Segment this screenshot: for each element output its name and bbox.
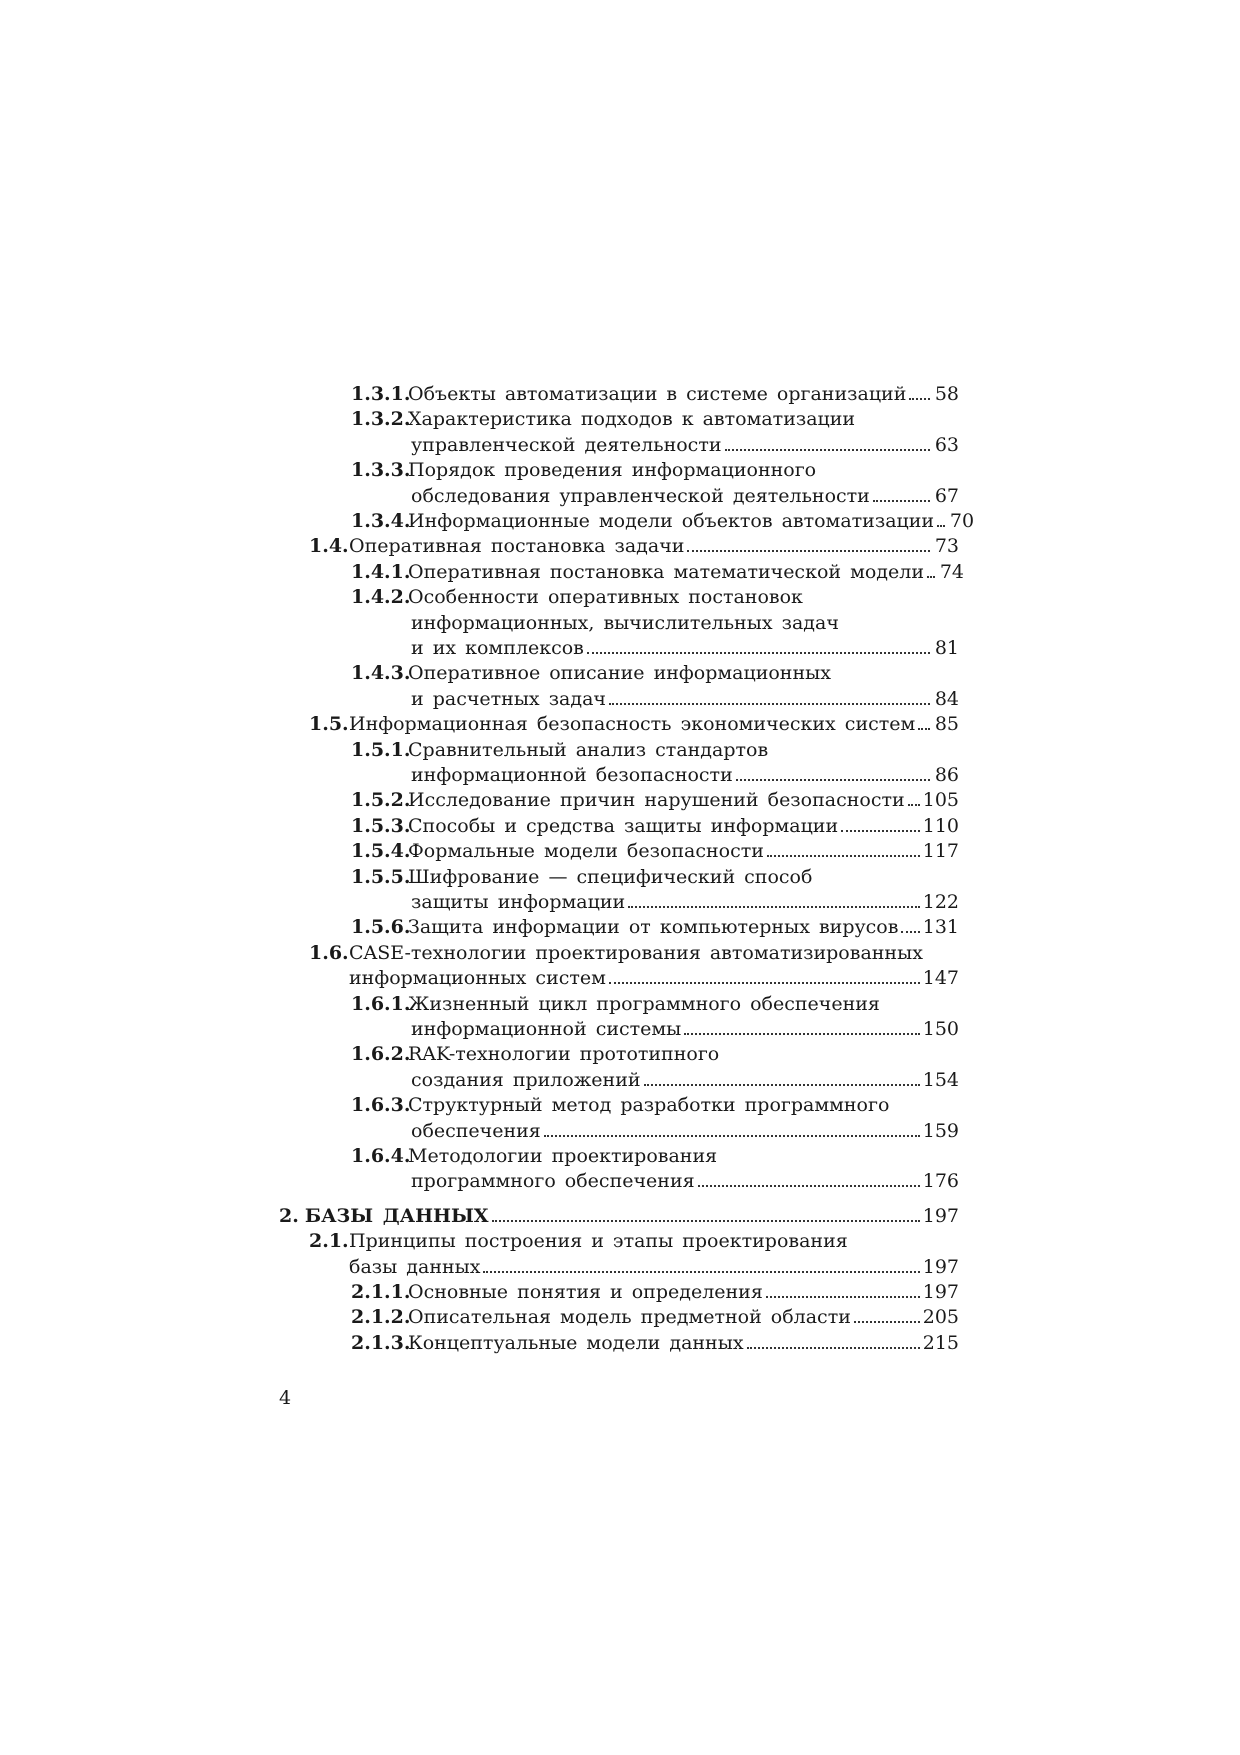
toc-entry-line xyxy=(309,534,959,559)
toc-entry-title: Исследование причин нарушений безопасности xyxy=(408,789,905,812)
toc-entry xyxy=(309,712,959,737)
toc-entry-number: 1.5. xyxy=(309,713,349,736)
toc-entry-line xyxy=(351,1068,959,1093)
toc-entry-number: 2.1. xyxy=(309,1230,349,1253)
toc-entry-number: 1.4.2. xyxy=(351,586,411,609)
toc-entry-number: 1.6.1. xyxy=(351,992,411,1015)
toc-entry xyxy=(351,992,959,1043)
dot-leader xyxy=(937,525,945,527)
toc-entry-line xyxy=(351,890,959,915)
toc-entry xyxy=(309,941,959,992)
toc-entry-title: защиты информации xyxy=(411,890,626,913)
toc-entry-title: Концептуальные модели данных xyxy=(408,1331,744,1354)
toc-entry-line xyxy=(351,1169,959,1194)
toc-entry-title: Описательная модель предметной области xyxy=(408,1306,851,1329)
toc-entry-line xyxy=(351,560,964,585)
toc-entry-line xyxy=(351,839,959,864)
toc-entry xyxy=(351,1144,959,1195)
toc-entry-title: Характеристика подходов к автоматизации xyxy=(408,408,856,431)
toc-entry-number: 1.3.2. xyxy=(351,408,411,431)
toc-entry-line xyxy=(351,382,959,407)
toc-entry xyxy=(351,738,959,789)
toc-entry-number: 1.5.3. xyxy=(351,814,411,837)
toc-entry-page: 81 xyxy=(934,636,959,659)
toc-entry-title: управленческой деятельности xyxy=(411,433,722,456)
toc-entry-number: 1.6. xyxy=(309,941,349,964)
toc-entry-line xyxy=(309,712,959,737)
toc-entry-page: 215 xyxy=(922,1331,959,1354)
toc-entry-title: Принципы построения и этапы проектирования xyxy=(349,1230,848,1253)
toc-entry xyxy=(351,458,959,509)
toc-entry-page: 110 xyxy=(922,814,959,837)
dot-leader xyxy=(908,804,920,806)
toc-entry xyxy=(351,1331,959,1356)
toc-entry-line xyxy=(351,611,959,636)
toc-entry-line xyxy=(351,636,959,661)
dot-leader xyxy=(841,830,920,832)
toc-entry-number: 1.3.3. xyxy=(351,459,411,482)
toc-entry-number: 2. xyxy=(279,1204,299,1227)
dot-leader xyxy=(766,1296,920,1298)
toc-entry xyxy=(351,915,959,940)
toc-entry-line xyxy=(351,687,959,712)
toc-entry-title: Информационная безопасность экономических систем xyxy=(349,713,916,736)
dot-leader xyxy=(492,1220,920,1222)
toc-entry-title: создания приложений xyxy=(411,1068,641,1091)
toc-entry-title: Методологии проектирования xyxy=(408,1145,718,1167)
toc-entry-title: БАЗЫ ДАННЫХ xyxy=(304,1204,489,1227)
toc-entry-line xyxy=(351,1305,959,1330)
toc-entry-line xyxy=(351,1042,959,1067)
toc-entry-title: Особенности оперативных постановок xyxy=(408,586,803,609)
toc-entry xyxy=(351,1305,959,1330)
toc-entry-number: 1.5.4. xyxy=(351,840,411,863)
toc-entry-line xyxy=(351,865,959,890)
toc-entry-title: Информационные модели объектов автоматизации xyxy=(408,510,935,532)
dot-leader xyxy=(587,652,930,654)
toc-entry-number: 2.1.2. xyxy=(351,1306,411,1329)
toc-entry xyxy=(309,534,959,559)
toc-entry-number: 1.5.5. xyxy=(351,865,411,888)
toc-entry-page: 70 xyxy=(949,510,975,532)
toc-entry-number: 1.3.1. xyxy=(351,383,411,405)
toc-entry-page: 197 xyxy=(922,1255,959,1278)
toc-entry-number: 1.6.3. xyxy=(351,1094,411,1117)
toc-entry-title: Оперативная постановка математической модели xyxy=(408,560,924,583)
toc-entry-page: 74 xyxy=(939,560,964,583)
dot-leader xyxy=(767,855,920,857)
toc-entry-line xyxy=(351,458,959,483)
toc-entry-line xyxy=(309,966,959,991)
toc-entry-line xyxy=(351,763,959,788)
toc-entry-number: 2.1.3. xyxy=(351,1331,411,1354)
toc-entry-title: и расчетных задач xyxy=(411,687,606,710)
toc-entry-title: информационной безопасности xyxy=(411,763,733,786)
toc-entry-page: 105 xyxy=(922,789,959,812)
toc-entry-number: 1.6.2. xyxy=(351,1043,411,1066)
toc-entry-title: программного обеспечения xyxy=(411,1170,695,1193)
dot-leader xyxy=(747,1347,920,1349)
toc-entry-title: информационных систем xyxy=(349,967,606,990)
toc-entry-line xyxy=(351,1331,959,1356)
dot-leader xyxy=(725,449,931,451)
toc-entry xyxy=(351,560,964,585)
toc-entry-page: 117 xyxy=(922,840,959,863)
dot-leader xyxy=(909,398,930,400)
toc-entry xyxy=(351,382,959,407)
toc-entry-title: Основные понятия и определения xyxy=(408,1281,763,1303)
toc-entry-title: Структурный метод разработки программного xyxy=(408,1094,890,1117)
dot-leader xyxy=(609,703,930,705)
toc-entry-number: 1.4.3. xyxy=(351,662,411,685)
toc-entry-page: 67 xyxy=(934,484,959,507)
toc-entry-line xyxy=(351,1017,959,1042)
toc-entry-line xyxy=(309,1229,959,1254)
toc-entry-page: 86 xyxy=(934,763,959,786)
toc-entry-page: 84 xyxy=(934,687,959,710)
toc-entry-line xyxy=(351,992,959,1017)
toc-entry-page: 73 xyxy=(934,535,959,558)
toc-entry-page: 197 xyxy=(922,1281,959,1303)
toc-entry-line xyxy=(351,788,959,813)
dot-leader xyxy=(873,500,930,502)
toc-entry-title: Объекты автоматизации в системе организаций xyxy=(408,383,907,405)
toc-entry xyxy=(351,788,959,813)
dot-leader xyxy=(901,931,919,933)
dot-leader xyxy=(736,779,930,781)
toc-entry-page: 63 xyxy=(934,433,959,456)
dot-leader xyxy=(918,728,930,730)
toc-entry-page: 197 xyxy=(922,1204,959,1227)
toc-entry-line xyxy=(351,915,959,940)
toc-entry-number: 1.3.4. xyxy=(351,510,411,532)
toc-entry-title: Способы и средства защиты информации xyxy=(408,814,839,837)
toc-entry xyxy=(279,1204,959,1229)
toc-entry-title: Жизненный цикл программного обеспечения xyxy=(408,992,880,1015)
toc-entry-page: 176 xyxy=(922,1170,959,1193)
toc-entry-number: 1.5.6. xyxy=(351,916,411,939)
toc-entry-line xyxy=(351,1280,959,1305)
dot-leader xyxy=(854,1321,920,1323)
toc-entry xyxy=(351,585,959,661)
toc-entry-number: 1.6.4. xyxy=(351,1145,411,1167)
toc-entry-number: 2.1.1. xyxy=(351,1281,411,1303)
toc-entry-page: 147 xyxy=(922,967,959,990)
toc-entry-number: 1.4.1. xyxy=(351,560,411,583)
dot-leader xyxy=(927,576,935,578)
dot-leader xyxy=(687,550,930,552)
toc-entry-line xyxy=(279,1204,959,1229)
toc-entry-number: 1.5.1. xyxy=(351,738,411,761)
toc-entry-number: 1.4. xyxy=(309,535,349,558)
toc-entry xyxy=(351,865,959,916)
toc-entry-title: базы данных xyxy=(349,1255,481,1278)
toc-entry-page: 85 xyxy=(934,713,959,736)
toc-entry xyxy=(351,1042,959,1093)
toc-entry-title: Порядок проведения информационного xyxy=(408,459,817,482)
toc-entry-title: RAK-технологии прототипного xyxy=(408,1043,720,1066)
toc-entry-title: обеспечения xyxy=(411,1119,541,1142)
toc-entry-title: Шифрование — специфический способ xyxy=(408,865,813,888)
toc-entry-title: Формальные модели безопасности xyxy=(408,840,764,863)
toc-entry-number: 1.5.2. xyxy=(351,789,411,812)
toc-entry-line xyxy=(351,585,959,610)
dot-leader xyxy=(609,982,920,984)
toc-entry-title: CASE-технологии проектирования автоматизированных xyxy=(349,941,923,964)
toc-entry-title: Сравнительный анализ стандартов xyxy=(408,738,769,761)
toc-entry-line xyxy=(351,738,959,763)
toc-entry-page: 159 xyxy=(922,1119,959,1142)
toc-entry-title: обследования управленческой деятельности xyxy=(411,484,870,507)
toc-entry-page: 150 xyxy=(922,1017,959,1040)
dot-leader xyxy=(544,1135,920,1137)
dot-leader xyxy=(483,1271,919,1273)
toc-entry-line xyxy=(351,509,975,534)
toc-entry xyxy=(351,839,959,864)
toc-entry-title: Оперативная постановка задачи xyxy=(349,535,685,558)
dot-leader xyxy=(644,1084,920,1086)
toc-entry xyxy=(351,1280,959,1305)
toc-entry-line xyxy=(309,941,959,966)
toc-entry-line xyxy=(351,661,959,686)
toc-entry-line xyxy=(351,407,959,432)
toc-entry-title: и их комплексов xyxy=(411,636,584,659)
toc-entry-line xyxy=(351,814,959,839)
toc-entry-page: 131 xyxy=(922,916,959,939)
toc-entry-page: 154 xyxy=(922,1068,959,1091)
page-number: 4 xyxy=(279,1387,292,1409)
toc-entry-line xyxy=(309,1255,959,1280)
toc-entry-line xyxy=(351,1144,959,1169)
dot-leader xyxy=(698,1185,920,1187)
toc-entry xyxy=(351,1093,959,1144)
toc-entry-title: Оперативное описание информационных xyxy=(408,662,831,685)
toc-entry xyxy=(351,407,959,458)
toc-entry-title: информационной системы xyxy=(411,1017,682,1040)
toc-entry xyxy=(351,661,959,712)
toc-entry xyxy=(351,509,975,534)
toc-entry xyxy=(309,1229,959,1280)
toc-entry xyxy=(351,814,959,839)
toc-entry-line xyxy=(351,1119,959,1144)
toc-entry-line xyxy=(351,433,959,458)
dot-leader xyxy=(628,906,920,908)
toc-entry-line xyxy=(351,484,959,509)
toc-entry-title: Защита информации от компьютерных вирусов xyxy=(408,916,899,939)
toc-entry-line xyxy=(351,1093,959,1118)
dot-leader xyxy=(684,1033,919,1035)
toc-entry-page: 205 xyxy=(922,1306,959,1329)
toc-entry-title: информационных, вычислительных задач xyxy=(411,611,839,634)
toc-entry-page: 58 xyxy=(934,383,959,405)
toc-entry-page: 122 xyxy=(922,890,959,913)
